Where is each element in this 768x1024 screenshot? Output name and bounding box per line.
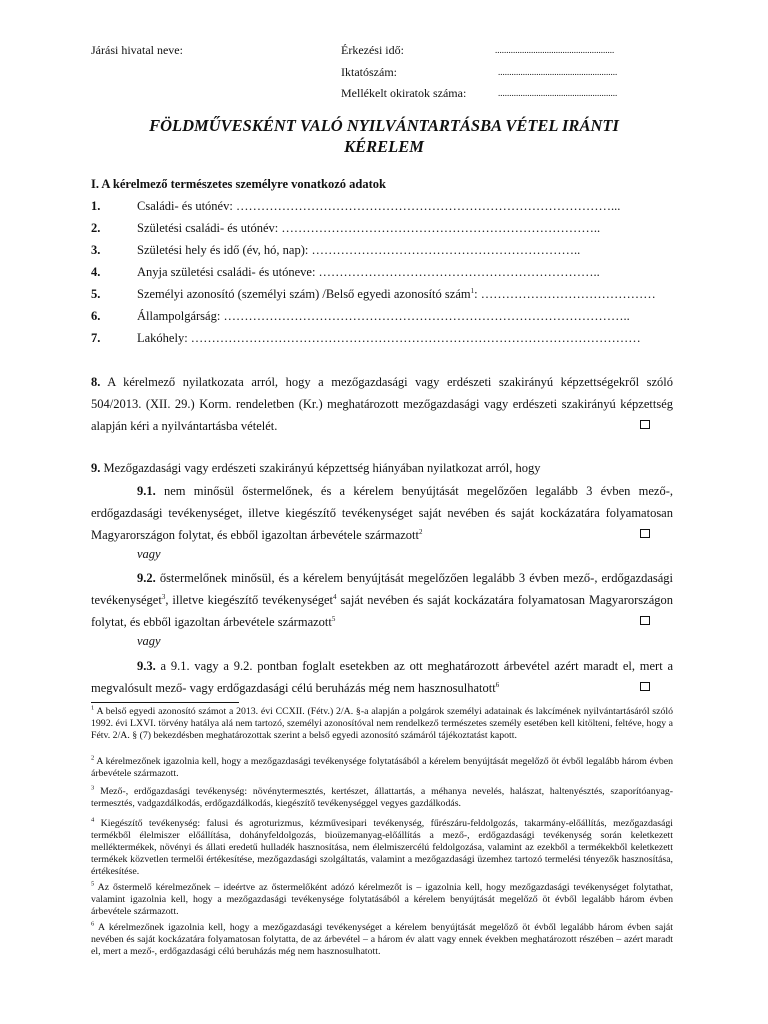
arrival-time-field[interactable]: ..................................................... [495, 45, 615, 55]
declaration-9-3-text: a 9.1. vagy a 9.2. pontban foglalt esetekben az ott meghatározott árbevétel azért maradt el, mert a megvalósult mező- vagy erdőgazdasági célú beruházás még nem hasznosulhatott [91, 659, 673, 695]
item-number: 9. [91, 461, 101, 475]
birth-name-field[interactable]: Születési családi- és utónév: ………………………………………………………………….. [137, 221, 601, 235]
declaration-8 [91, 371, 673, 437]
personal-id-label: Személyi azonosító (személyi szám) /Belső egyedi azonosító szám [137, 287, 471, 301]
footnote-number: 6 [91, 920, 95, 928]
or-label: vagy [137, 547, 161, 561]
footnote-divider [91, 702, 239, 703]
footnote-number: 4 [91, 816, 95, 824]
footnote-ref: 6 [495, 680, 500, 689]
declaration-8-text: A kérelmező nyilatkozata arról, hogy a mezőgazdasági vagy erdészeti szakirányú képzettségekről szóló 504/2013. (XII. 29.) Korm. rendeletben (Kr.) meghatározott mezőgazdasági vagy erdészeti szakirányú képzettség alapján kéri a nyilvántartásba vételét. [91, 375, 673, 433]
registration-number-label: Iktatószám: [341, 65, 397, 79]
citizenship-field[interactable]: Állampolgárság: …………………………………………………………………………………….. [137, 309, 630, 323]
field-number: 3. [91, 243, 101, 257]
footnote-number: 5 [91, 880, 95, 888]
office-name-label: Járási hivatal neve: [91, 43, 183, 57]
declaration-9-2 [91, 567, 673, 633]
page-title [90, 115, 678, 157]
footnote [91, 756, 673, 780]
residence-field[interactable]: Lakóhely: ……………………………………………………………………………………………… [137, 331, 641, 345]
birth-place-date-field[interactable]: Születési hely és idő (év, hó, nap): ……………………………………………………….. [137, 243, 581, 257]
footnote-ref: 3 [161, 592, 166, 601]
declaration-9-3-checkbox[interactable] [640, 682, 650, 691]
arrival-time-label: Érkezési idő: [341, 43, 404, 57]
section-heading: I. A kérelmező természetes személyre vonatkozó adatok [91, 177, 386, 191]
declaration-9-2-text: őstermelőnek minősül, és a kérelem benyújtását megelőzően legalább 3 évben mező-, erdőgazdasági tevékenységet [91, 571, 674, 607]
footnote-text: Kiegészítő tevékenység: falusi és agroturizmus, kézművesipari tevékenység, fűrészáru-feldolgozás, takarmány-előállítás, mezőgazdasági termékből élelmiszer előállítása, dohányfeldolgozás, bioüzemanyag-előállítás a mező-, erdőgazdasági tevékenység során keletkezett melléktermékek, növényi és állati eredetű hulladék hasznosítása, nem élelmiszercélú feldolgozása, valamint az ezekből a termékekből keletkezett termékek közvetlen termelői értékesítése, mezőgazdasági szolgáltatás, valamint a mezőgazdasági üzemhez tartozó termelési tényezők hasznosítása, értékesítése. [91, 818, 674, 877]
name-field[interactable]: Családi- és utónév: ………………………………………………………………………………... [137, 199, 621, 213]
mother-name-field[interactable]: Anyja születési családi- és utóneve: ………………………………………………………….. [137, 265, 600, 279]
declaration-9-1-checkbox[interactable] [640, 529, 650, 538]
footnote [91, 786, 673, 810]
field-number: 2. [91, 221, 101, 235]
declaration-8-checkbox[interactable] [640, 420, 650, 429]
declaration-9-2-text: saját nevében és saját kockázatára folyamatosan Magyarországon folytat, és ebből igazoltan árbevétele származott [91, 593, 673, 629]
or-label: vagy [137, 634, 161, 648]
declaration-9-3 [91, 655, 673, 699]
declaration-9 [91, 457, 673, 479]
registration-number-field[interactable]: ..................................................... [498, 67, 618, 77]
title-line-2: KÉRELEM [344, 137, 424, 156]
footnote-number: 2 [91, 754, 95, 762]
field-number: 6. [91, 309, 101, 323]
declaration-9-1 [91, 480, 673, 546]
declaration-9-text: Mezőgazdasági vagy erdészeti szakirányú képzettség hiányában nyilatkozat arról, hogy [103, 461, 541, 475]
item-number: 9.2. [137, 571, 156, 585]
footnote-ref: 4 [333, 592, 337, 601]
footnote [91, 922, 673, 958]
footnote-text: Az őstermelő kérelmezőnek – ideértve az őstermelőként adózó kérelmezőt is – igazolnia kell, hogy mezőgazdasági tevékenységet folytathat, valamint igazolnia kell, hogy a mezőgazdasági tevékenysége folytatásából a kérelem benyújtását megelőző öt évből legalább három évben árbevétele származott. [91, 882, 673, 917]
personal-id-dots: : …………………………………… [474, 287, 656, 301]
footnote-ref: 2 [419, 527, 423, 536]
footnote-ref: 5 [331, 614, 336, 623]
title-line-1: FÖLDMŰVESKÉNT VALÓ NYILVÁNTARTÁSBA VÉTEL IRÁNTI [149, 116, 619, 135]
declaration-9-2-checkbox[interactable] [640, 616, 650, 625]
declaration-9-1-text: nem minősül őstermelőnek, és a kérelem benyújtását megelőzően legalább 3 évben mező-, erdőgazdasági tevékenységet, illetve kiegészítő tevékenységet saját nevében és saját kockázatára folyamatosan Magyarországon folytat, és ebből igazoltan árbevétele származott [91, 484, 674, 542]
footnote-ref: 1 [470, 286, 475, 295]
declaration-9-2-text: , illetve kiegészítő tevékenységet [165, 593, 333, 607]
item-number: 8. [91, 375, 101, 389]
footnote-number: 3 [91, 784, 95, 792]
item-number: 9.3. [137, 659, 156, 673]
footnote [91, 882, 673, 918]
item-number: 9.1. [137, 484, 156, 498]
attachments-count-field[interactable]: ..................................................... [498, 88, 618, 98]
footnote-text: Mező-, erdőgazdasági tevékenység: növénytermesztés, kertészet, állattartás, a méhanya nevelés, halászat, haltenyésztés, szaporítóanyag-termesztés, vadgazdálkodás, erdőgazdálkodás, kiegészítő tevékenységgel vegyes gazdálkodás. [91, 786, 674, 809]
field-number: 5. [91, 287, 101, 301]
footnote [91, 818, 673, 878]
attachments-count-label: Mellékelt okiratok száma: [341, 86, 467, 100]
field-number: 7. [91, 331, 101, 345]
field-number: 1. [91, 199, 101, 213]
field-number: 4. [91, 265, 101, 279]
footnote-text: A kérelmezőnek igazolnia kell, hogy a mezőgazdasági tevékenységet a kérelem benyújtását megelőző öt évből legalább három évben saját nevében és saját kockázatára folyamatosan folytatta, de az árbevétel – a három év alatt vagy ennek években meghatározott részében – azért maradt el, mert a mező-, erdőgazdasági célú beruházás még nem hasznosulhatott. [91, 922, 673, 957]
footnote-text: A kérelmezőnek igazolnia kell, hogy a mezőgazdasági tevékenysége folytatásából a kérelem benyújtását megelőző öt évből legalább három évben árbevétele származott. [91, 756, 673, 779]
personal-id-field[interactable] [137, 287, 656, 302]
footnote-text: A belső egyedi azonosító számot a 2013. évi CCXII. (Fétv.) 2/A. §-a alapján a polgárok személyi adatainak és lakcímének nyilvántartásáról szóló 1992. évi LXVI. törvény hatálya alá nem tartozó, személyi azonosítóval nem rendelkező természetes személy esetében kell kitölteni, feltéve, hogy a Fétv. 2/A. § (7) bekezdésben meghatározottak szerint a belső egyedi azonosító számáról tájékoztatást kapott. [91, 706, 673, 741]
footnote-number: 1 [91, 704, 95, 712]
footnote [91, 706, 673, 742]
